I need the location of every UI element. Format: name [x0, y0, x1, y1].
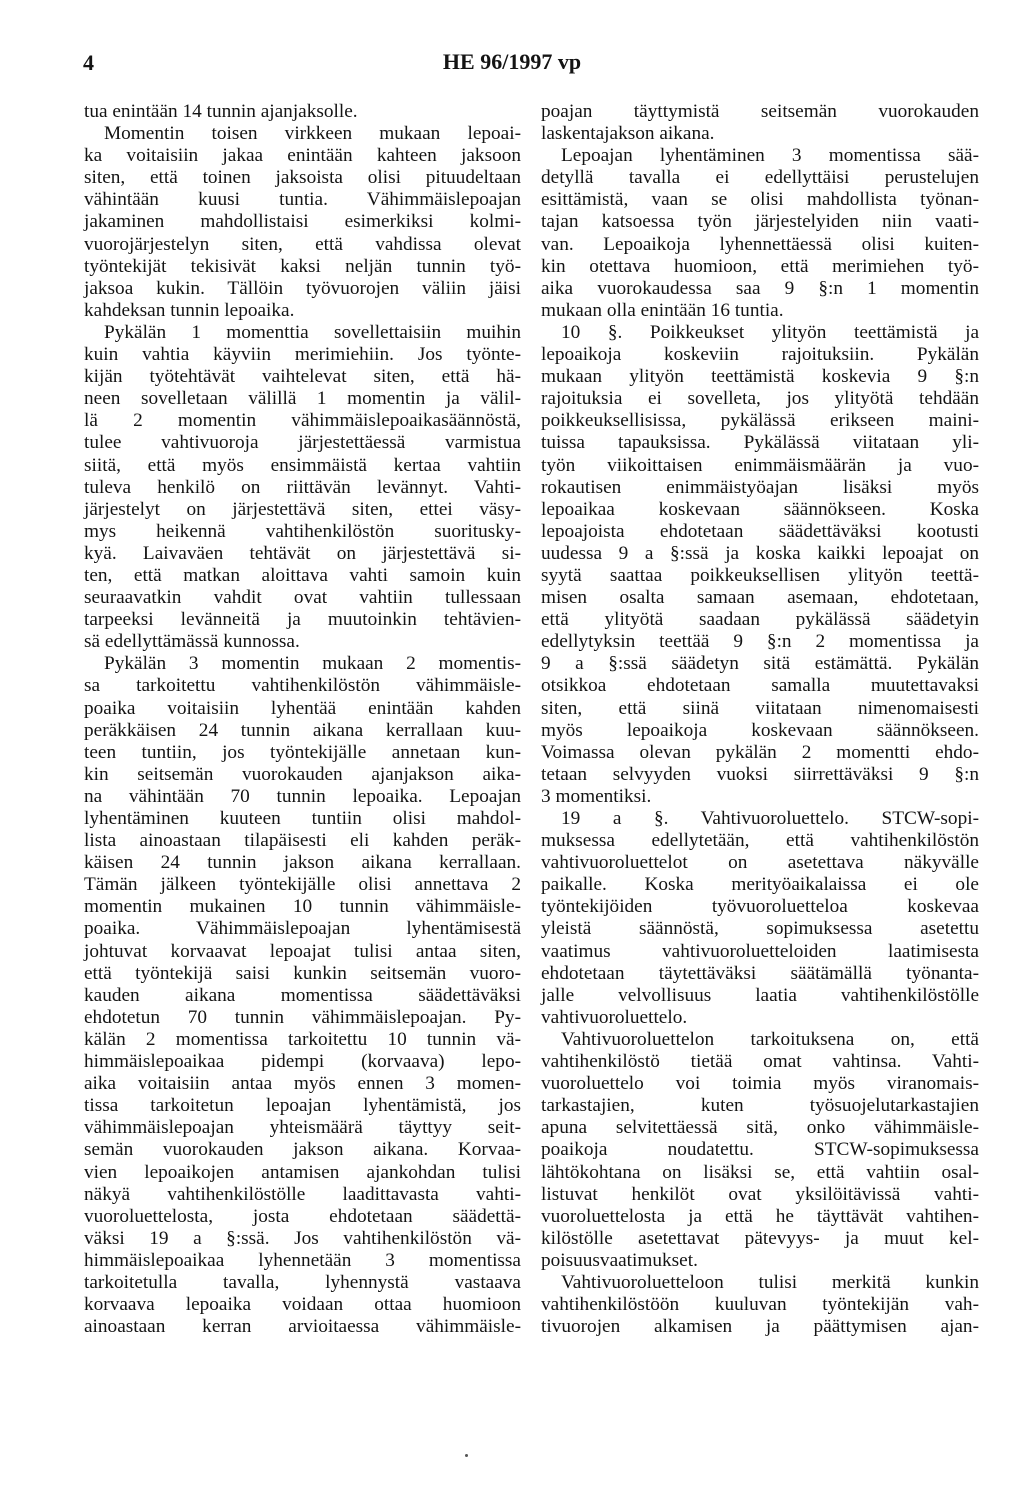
- text-line: kuin vahtia käyviin merimiehiin. Jos työnte-: [84, 344, 521, 366]
- text-line: siitä, että myös ensimmäistä kertaa vahtiin: [84, 454, 521, 476]
- text-line: vähintään kuusi tuntia. Vähimmäislepoajan: [84, 189, 521, 211]
- text-line: kahdeksan tunnin lepoaika.: [84, 299, 295, 321]
- text-line: lista ainoastaan tilapäisesti eli kahden peräk-: [84, 830, 521, 852]
- text-line: lepoajoista ehdotetaan säädettäväksi kootusti: [541, 520, 979, 542]
- text-line: poaika voitaisiin lyhentää enintään kahden: [84, 697, 521, 719]
- text-line: Pykälän 3 momentin mukaan 2 momentis-: [104, 653, 521, 675]
- text-line: tetaan selvyyden vuoksi siirrettäväksi 9 §:n: [541, 763, 979, 785]
- text-line: tarkoitetulla tavalla, lyhennystä vastaava: [84, 1271, 521, 1293]
- text-line: jaksoa kukin. Tällöin työvuorojen väliin jäisi: [84, 277, 521, 299]
- text-line: ehdotetaan täytettäväksi säätämällä työnanta-: [541, 962, 979, 984]
- text-line: Lepoajan lyhentäminen 3 momentissa sää-: [561, 145, 979, 167]
- text-line: vien lepoaikojen antamisen ajankohdan tulisi: [84, 1161, 521, 1183]
- text-line: vuorojärjestelyn siten, että vahdissa olevat: [84, 233, 521, 255]
- text-line: tua enintään 14 tunnin ajanjaksolle.: [84, 101, 358, 122]
- text-line: ehdotetun 70 tunnin vähimmäislepoajan. Py-: [84, 1006, 521, 1028]
- text-line: jakaminen mahdollistaisi esimerkiksi kolmi-: [84, 211, 521, 233]
- text-line: 19 a §. Vahtivuoroluettelo. STCW-sopi-: [561, 808, 979, 829]
- text-line: aika voitaisiin antaa myös ennen 3 momen-: [84, 1073, 521, 1095]
- text-line: Momentin toisen virkkeen mukaan lepoai-: [104, 123, 521, 145]
- text-line: lähtökohtana on lisäksi se, että vahtiin osal-: [541, 1161, 979, 1183]
- text-line: poajan täyttymistä seitsemän vuorokauden: [541, 101, 979, 122]
- text-line: otsikkoa ehdotetaan samalla muutettavaksi: [541, 675, 979, 697]
- text-line: Vahtivuoroluetteloon tulisi merkitä kunkin: [561, 1271, 979, 1293]
- text-line: seuraavatkin vahdit ovat vahtiin tullessaan: [84, 587, 521, 609]
- text-line: vuoroluettelo voi toimia myös viranomais-: [541, 1073, 979, 1095]
- text-line: kälän 2 momentissa tarkoitettu 10 tunnin vä-: [84, 1028, 521, 1050]
- text-line: tuleva henkilö on riittävän levännyt. Vahti-: [84, 476, 521, 498]
- text-line: jalle velvollisuus laatia vahtihenkilöstölle: [541, 984, 979, 1006]
- text-line: poaika. Vähimmäislepoajan lyhentämisestä: [84, 918, 521, 940]
- text-line: himmäislepoaikaa pidempi (korvaava) lepo-: [84, 1051, 521, 1073]
- text-line: siten, että siinä viitataan nimenomaisesti: [541, 697, 979, 719]
- text-line: vahtivuoroluettelo.: [541, 1006, 688, 1028]
- text-line: kin otettava huomioon, että merimiehen työ-: [541, 255, 979, 277]
- text-line: lepoaikaa koskevaan säännökseen. Koska: [541, 498, 979, 520]
- text-line: kijän työtehtävät vaihtelevat siten, että hä-: [84, 366, 521, 388]
- text-line: myös lepoaikoja koskevaan säännökseen.: [541, 719, 979, 741]
- text-line: esittämistä, vaan se olisi mahdollista työnan-: [541, 189, 979, 211]
- text-line: van. Lepoaikoja lyhennettäessä olisi kuiten-: [541, 233, 979, 255]
- text-line: poikkeuksellisissa, pykälässä erikseen maini-: [541, 410, 979, 432]
- running-head: HE 96/1997 vp: [442, 49, 582, 74]
- text-line: mukaan olla enintään 16 tuntia.: [541, 299, 784, 321]
- text-line: muksessa edellytetään, että vahtihenkilöstön: [541, 830, 979, 852]
- text-line: tajan katsoessa työn järjestelyiden niin vaati-: [541, 211, 979, 233]
- text-line: laskentajakson aikana.: [541, 123, 715, 145]
- text-line: apuna selvitettäessä sitä, onko vähimmäisle-: [541, 1117, 979, 1139]
- text-line: vahtivuoroluettelot on asetettava näkyvälle: [541, 852, 979, 874]
- text-line: Vahtivuoroluettelon tarkoituksena on, että: [561, 1028, 979, 1050]
- text-line: Pykälän 1 momenttia sovellettaisiin muihin: [104, 321, 521, 343]
- text-line: vuoroluettelosta ja että he täyttävät vahtihen-: [541, 1205, 979, 1227]
- text-line: semän vuorokauden jakson aikana. Korvaa-: [84, 1139, 521, 1161]
- text-line: mys heikennä vahtihenkilöstön suoritusky-: [84, 520, 521, 542]
- text-line: lepoaikoja koskeviin rajoituksiin. Pykälän: [541, 344, 979, 366]
- text-line: neen sovelletaan välillä 1 momentin ja välil-: [84, 388, 521, 410]
- text-line: kilöstölle asetettavat pätevyys- ja muut kel-: [541, 1227, 979, 1249]
- text-line: työntekijöiden työvuoroluetteloa koskevaa: [541, 896, 979, 918]
- text-line: sä edellyttämässä kunnossa.: [84, 631, 300, 653]
- text-line: mukaan ylityön teettämistä koskevia 9 §:n: [541, 366, 979, 388]
- text-line: 3 momentiksi.: [541, 785, 652, 807]
- text-line: siten, että toinen jaksoista olisi pituudeltaan: [84, 167, 521, 189]
- text-line: edellytyksin teettää 9 §:n 2 momentissa ja: [541, 631, 979, 653]
- text-line: että työntekijä saisi kunkin seitsemän vuoro-: [84, 962, 521, 984]
- page-number: 4: [83, 50, 94, 75]
- text-line: teen tuntiin, jos työntekijälle annetaan kun-: [84, 741, 521, 763]
- text-line: rokautisen enimmäistyöajan lisäksi myös: [541, 476, 979, 498]
- text-line: väksi 19 a §:ssä. Jos vahtihenkilöstön vä-: [84, 1227, 521, 1249]
- text-line: Tämän jälkeen työntekijälle olisi annettava 2: [84, 874, 521, 896]
- text-line: rajoituksia ei sovelleta, jos ylityötä tehdään: [541, 388, 979, 410]
- text-line: peräkkäisen 24 tunnin aikana kerrallaan kuu-: [84, 719, 521, 741]
- text-line: uudessa 9 a §:ssä ja koska kaikki lepoajat on: [541, 542, 979, 564]
- text-line: työntekijät tekisivät kaksi neljän tunnin työ-: [84, 255, 521, 277]
- text-line: 9 a §:ssä säädetyn sitä estämättä. Pykälän: [541, 653, 979, 675]
- text-line: listuvat henkilöt ovat yksilöitävissä vahti-: [541, 1183, 979, 1205]
- right-text-column: [541, 101, 979, 1338]
- text-line: misen osalta samaan asemaan, ehdotetaan,: [541, 587, 979, 609]
- text-line: kin seitsemän vuorokauden ajanjakson aika-: [84, 763, 521, 785]
- text-line: että ylityötä saadaan pykälässä säädetyin: [541, 609, 979, 631]
- stray-dot-mark: [465, 1454, 468, 1457]
- text-line: tarkastajien, kuten työsuojelutarkastajien: [541, 1095, 979, 1117]
- text-line: syytä saattaa poikkeuksellisen ylityön teettä-: [541, 564, 979, 586]
- text-line: vuoroluettelosta, josta ehdotetaan säädettä-: [84, 1205, 521, 1227]
- text-line: järjestelyt on järjestettävä siten, ettei väsy-: [84, 498, 521, 520]
- text-line: työn viikoittaisen enimmäismäärän ja vuo-: [541, 454, 979, 476]
- text-line: poisuusvaatimukset.: [541, 1249, 698, 1271]
- text-line: vähimmäislepoajan yhteismäärä täyttyy seit-: [84, 1117, 521, 1139]
- text-line: 10 §. Poikkeukset ylityön teettämistä ja: [561, 321, 979, 343]
- text-line: tulee vahtivuoroja järjestettäessä varmistua: [84, 432, 521, 454]
- text-line: Voimassa olevan pykälän 2 momentti ehdo-: [541, 741, 979, 763]
- left-text-column: [84, 101, 521, 1338]
- text-line: vahtihenkilöstö tietää omat vahtinsa. Vahti-: [541, 1051, 979, 1073]
- text-line: sa tarkoitettu vahtihenkilöstön vähimmäisle-: [84, 675, 521, 697]
- text-line: yleistä säännöstä, sopimuksessa asetettu: [541, 918, 979, 940]
- text-line: kauden aikana momentissa säädettäväksi: [84, 984, 521, 1006]
- text-line: tissa tarkoitetun lepoajan lyhentämistä, jos: [84, 1095, 521, 1117]
- text-line: himmäislepoaikaa lyhennetään 3 momentissa: [84, 1249, 521, 1271]
- text-line: na vähintään 70 tunnin lepoaika. Lepoajan: [84, 785, 521, 807]
- text-line: tivuorojen alkamisen ja päättymisen ajan-: [541, 1316, 979, 1338]
- text-line: ten, että matkan aloittava vahti samoin kuin: [84, 564, 521, 586]
- text-line: näkyä vahtihenkilöstölle laadittavasta vahti-: [84, 1183, 521, 1205]
- text-line: momentin mukainen 10 tunnin vähimmäisle-: [84, 896, 521, 918]
- text-line: aika vuorokaudessa saa 9 §:n 1 momentin: [541, 277, 979, 299]
- text-line: kyä. Laivaväen tehtävät on järjestettävä si-: [84, 542, 521, 564]
- text-line: käisen 24 tunnin jakson aikana kerrallaan.: [84, 852, 521, 874]
- text-line: poaikoja noudatettu. STCW-sopimuksessa: [541, 1139, 979, 1161]
- text-line: vaatimus vahtivuoroluetteloiden laatimisesta: [541, 940, 979, 962]
- text-line: paikalle. Koska merityöaikalaissa ei ole: [541, 874, 979, 896]
- text-line: ainoastaan kerran arvioitaessa vähimmäisle-: [84, 1316, 521, 1338]
- text-line: tarpeeksi levänneitä ja muutoinkin tehtävien-: [84, 609, 521, 631]
- text-line: lyhentäminen kuuteen tuntiin olisi mahdol-: [84, 808, 521, 829]
- text-line: vahtihenkilöstöön kuuluvan työntekijän vah-: [541, 1294, 979, 1316]
- text-line: lä 2 momentin vähimmäislepoaikasäännöstä,: [84, 410, 521, 432]
- text-line: ka voitaisiin jakaa enintään kahteen jaksoon: [84, 145, 521, 167]
- text-line: tuissa tapauksissa. Pykälässä viitataan yli-: [541, 432, 979, 454]
- text-line: detyllä tavalla ei edellyttäisi perustelujen: [541, 167, 979, 189]
- text-line: korvaava lepoaika voidaan ottaa huomioon: [84, 1294, 521, 1316]
- text-line: johtuvat korvaavat lepoajat tulisi antaa siten,: [84, 940, 521, 962]
